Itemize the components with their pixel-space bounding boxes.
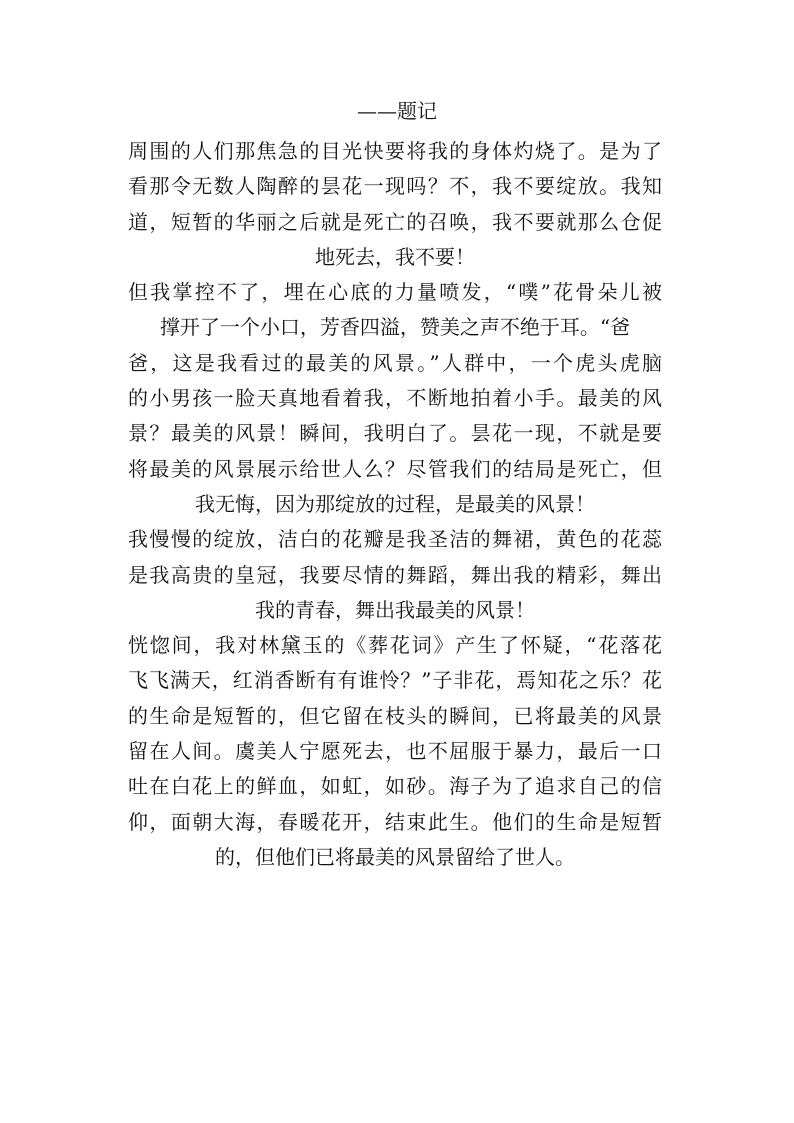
- text-line: 恍惚间，我对林黛玉的《葬花词》产生了怀疑，“花落花: [128, 633, 662, 658]
- text-line: 留在人间。虞美人宁愿死去，也不屈服于暴力，最后一口: [128, 739, 662, 764]
- text-line: 看那令无数人陶醉的昙花一现吗？不，我不要绽放。我知: [128, 174, 662, 199]
- text-line: 地死去，我不要！: [315, 244, 475, 269]
- text-line: 但我掌控不了，埋在心底的力量喷发，“噗”花骨朵儿被: [128, 280, 662, 305]
- text-line: 仰，面朝大海，春暖花开，结束此生。他们的生命是短暂: [128, 809, 662, 834]
- text-line: 周围的人们那焦急的目光快要将我的身体灼烧了。是为了: [128, 139, 662, 163]
- text-line: 道，短暂的华丽之后就是死亡的召唤，我不要就那么仓促: [128, 209, 662, 234]
- text-line: 景？最美的风景！瞬间，我明白了。昙花一现，不就是要: [128, 421, 662, 446]
- text-line: 是我高贵的皇冠，我要尽情的舞蹈，舞出我的精彩，舞出: [128, 562, 662, 587]
- text-line: 我慢慢的绽放，洁白的花瓣是我圣洁的舞裙，黄色的花蕊: [128, 527, 662, 552]
- page-title: ——题记: [357, 99, 437, 123]
- text-line: 的，但他们已将最美的风景留给了世人。: [215, 844, 575, 869]
- text-line: 的小男孩一脸天真地看着我，不断地拍着小手。最美的风: [128, 386, 662, 411]
- text-line: 飞飞满天，红消香断有有谁怜？”子非花，焉知花之乐？花: [128, 668, 662, 693]
- text-line: 我的青春，舞出我最美的风景！: [255, 597, 535, 622]
- text-line: 吐在白花上的鲜血，如虹，如砂。海子为了追求自己的信: [128, 774, 662, 799]
- text-line: 爸，这是我看过的最美的风景。”人群中，一个虎头虎脑: [128, 350, 662, 375]
- text-line: 撑开了一个小口，芳香四溢，赞美之声不绝于耳。“爸: [159, 315, 631, 340]
- text-line: 我无悔，因为那绽放的过程，是最美的风景！: [195, 491, 595, 516]
- text-line: 的生命是短暂的，但它留在枝头的瞬间，已将最美的风景: [128, 703, 662, 728]
- essay-body: [128, 134, 662, 875]
- text-line: 将最美的风景展示给世人么？尽管我们的结局是死亡，但: [128, 456, 662, 481]
